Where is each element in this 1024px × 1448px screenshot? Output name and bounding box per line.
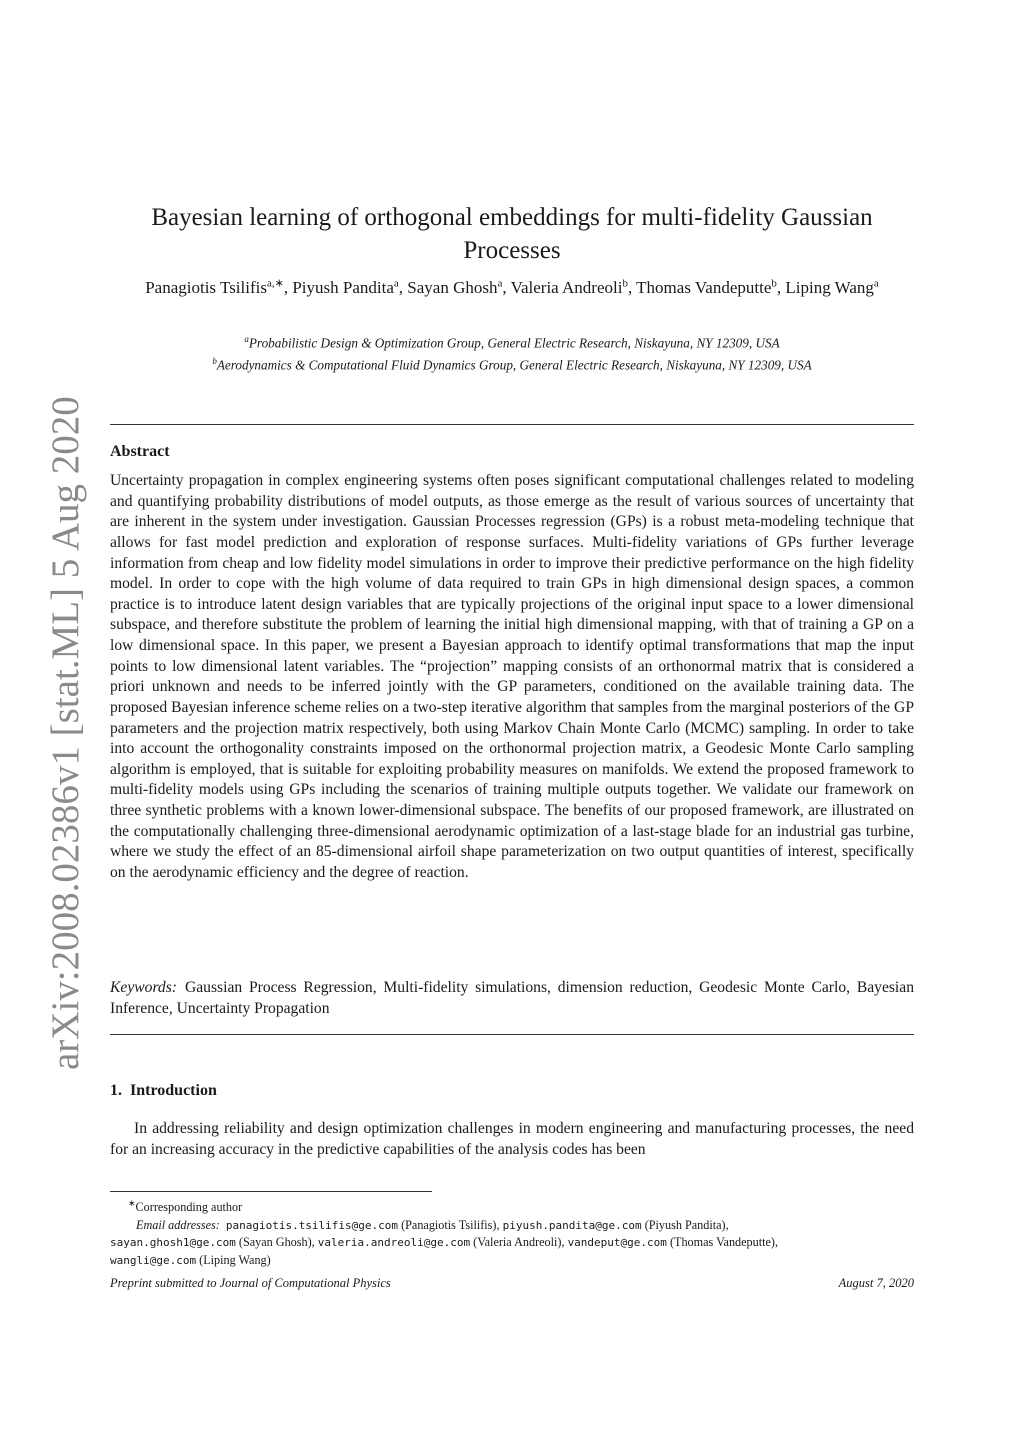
email-addresses: Email addresses: panagiotis.tsilifis@ge.com (Panagiotis Tsilifis), piyush.pandita@ge.com (Piyush Pandita), — [136, 1217, 729, 1232]
affiliation-a: $^a$Probabilistic Design & Optimization Group, General Electric Research, Niskayuna, NY 12309, USA — [244, 334, 780, 351]
abstract-top-rule — [110, 424, 914, 425]
abstract-text: Uncertainty propagation in complex engineering systems often poses significant computational challenges related to modeling and quantifying probability distributions of model outputs, as those emerge as the result of various sources of uncertainty that are inherent in the system under investigation. Gaussian Processes regression (GPs) is a robust meta-modeling technique that allows for fast model prediction and exploration of response surfaces. Multi-fidelity variations of GPs further leverage information from cheap and low fidelity model simulations in order to improve their predictive performance on the high fidelity model. In order to cope with the high volume of data required to train GPs in high dimensional design spaces, a common practice is to introduce latent design variables that are typically projections of the original input space to a lower dimensional subspace, and therefore substitute the problem of learning the initial high dimensional mapping, with that of training a GP on a low dimensional space. In this paper, we present a Bayesian approach to identify optimal transformations that map the input points to low dimensional latent variables. The “projection” mapping consists of an orthonormal matrix that is considered a priori unknown and needs to be inferred jointly with the GP parameters, conditioned on the available training data. The proposed Bayesian inference scheme relies on a two-step iterative algorithm that samples from the marginal posteriors of the GP parameters and the projection matrix respectively, both using Markov Chain Monte Carlo (MCMC) sampling. In order to take into account the orthogonality constraints imposed on the orthonormal projection matrix, a Geodesic Monte Carlo sampling algorithm is employed, that is suitable for exploiting probability measures on manifolds. We extend the proposed framework to multi-fidelity models using GPs including the scenarios of training multiple outputs together. We validate our framework on three synthetic problems with a known lower-dimensional subspace. The benefits of our proposed framework, are illustrated on the computationally challenging three-dimensional aerodynamic optimization of a last-stage blade for an industrial gas turbine, where we study the effect of an 85-dimensional airfoil shape parameterization on two output quantities of interest, specifically on the aerodynamic efficiency and the degree of reaction. — [110, 472, 914, 881]
footnotes — [110, 1195, 914, 1269]
author: Liping Wang$^a$ — [785, 277, 879, 297]
email-link[interactable]: vandeput@ge.com — [567, 1236, 667, 1250]
author-list — [110, 272, 914, 299]
email-link[interactable]: sayan.ghosh1@ge.com — [110, 1236, 236, 1250]
keywords — [110, 978, 914, 1019]
affiliations — [110, 330, 914, 375]
preprint-note: Preprint submitted to Journal of Computational Physics — [110, 1276, 391, 1290]
keywords-label: Keywords: — [110, 979, 177, 996]
email-link[interactable]: panagiotis.tsilifis@ge.com — [225, 1218, 399, 1232]
author: Thomas Vandeputte$^b$, — [636, 277, 786, 297]
author: Piyush Pandita$^a$, — [292, 277, 408, 297]
section-heading-introduction — [110, 1082, 217, 1100]
author: Panagiotis Tsilifis$^{a,∗}$, — [145, 277, 293, 297]
affiliation-b: $^b$Aerodynamics & Computational Fluid Dynamics Group, General Electric Research, Niskayuna, NY 12309, USA — [212, 356, 812, 373]
footnote-rule — [110, 1191, 432, 1192]
paper-title: Bayesian learning of orthogonal embeddings for multi-fidelity Gaussian Processes — [151, 203, 873, 264]
preprint-date: August 7, 2020 — [838, 1276, 914, 1290]
email-link[interactable]: piyush.pandita@ge.com — [502, 1218, 642, 1232]
section-title: Introduction — [130, 1082, 217, 1099]
author: Sayan Ghosh$^a$, — [407, 277, 511, 297]
corresponding-author-note: ∗Corresponding author — [128, 1198, 243, 1215]
keywords-text: Gaussian Process Regression, Multi-fidelity simulations, dimension reduction, Geodesic Monte Carlo, Bayesian Inference, Uncertainty Propagation — [110, 979, 914, 1017]
abstract-bottom-rule — [110, 1034, 914, 1035]
email-addresses-cont: sayan.ghosh1@ge.com (Sayan Ghosh), valeria.andreoli@ge.com (Valeria Andreoli), vandeput@ge.com (Thomas Vandeputte), — [110, 1235, 779, 1250]
email-label: Email addresses: — [136, 1217, 220, 1232]
arxiv-identifier-stamp: arXiv:2008.02386v1 [stat.ML] 5 Aug 2020 — [44, 396, 87, 1070]
section-number: 1. — [110, 1082, 122, 1099]
abstract-heading: Abstract — [110, 443, 170, 460]
author: Valeria Andreoli$^b$, — [510, 277, 637, 297]
introduction-text: In addressing reliability and design optimization challenges in modern engineering and manufacturing processes, the need for an increasing accuracy in the predictive capabilities of the analysis codes has been — [110, 1120, 914, 1158]
email-addresses-cont: wangli@ge.com (Liping Wang) — [110, 1252, 271, 1267]
email-link[interactable]: valeria.andreoli@ge.com — [317, 1236, 471, 1250]
email-link[interactable]: wangli@ge.com — [110, 1253, 197, 1267]
